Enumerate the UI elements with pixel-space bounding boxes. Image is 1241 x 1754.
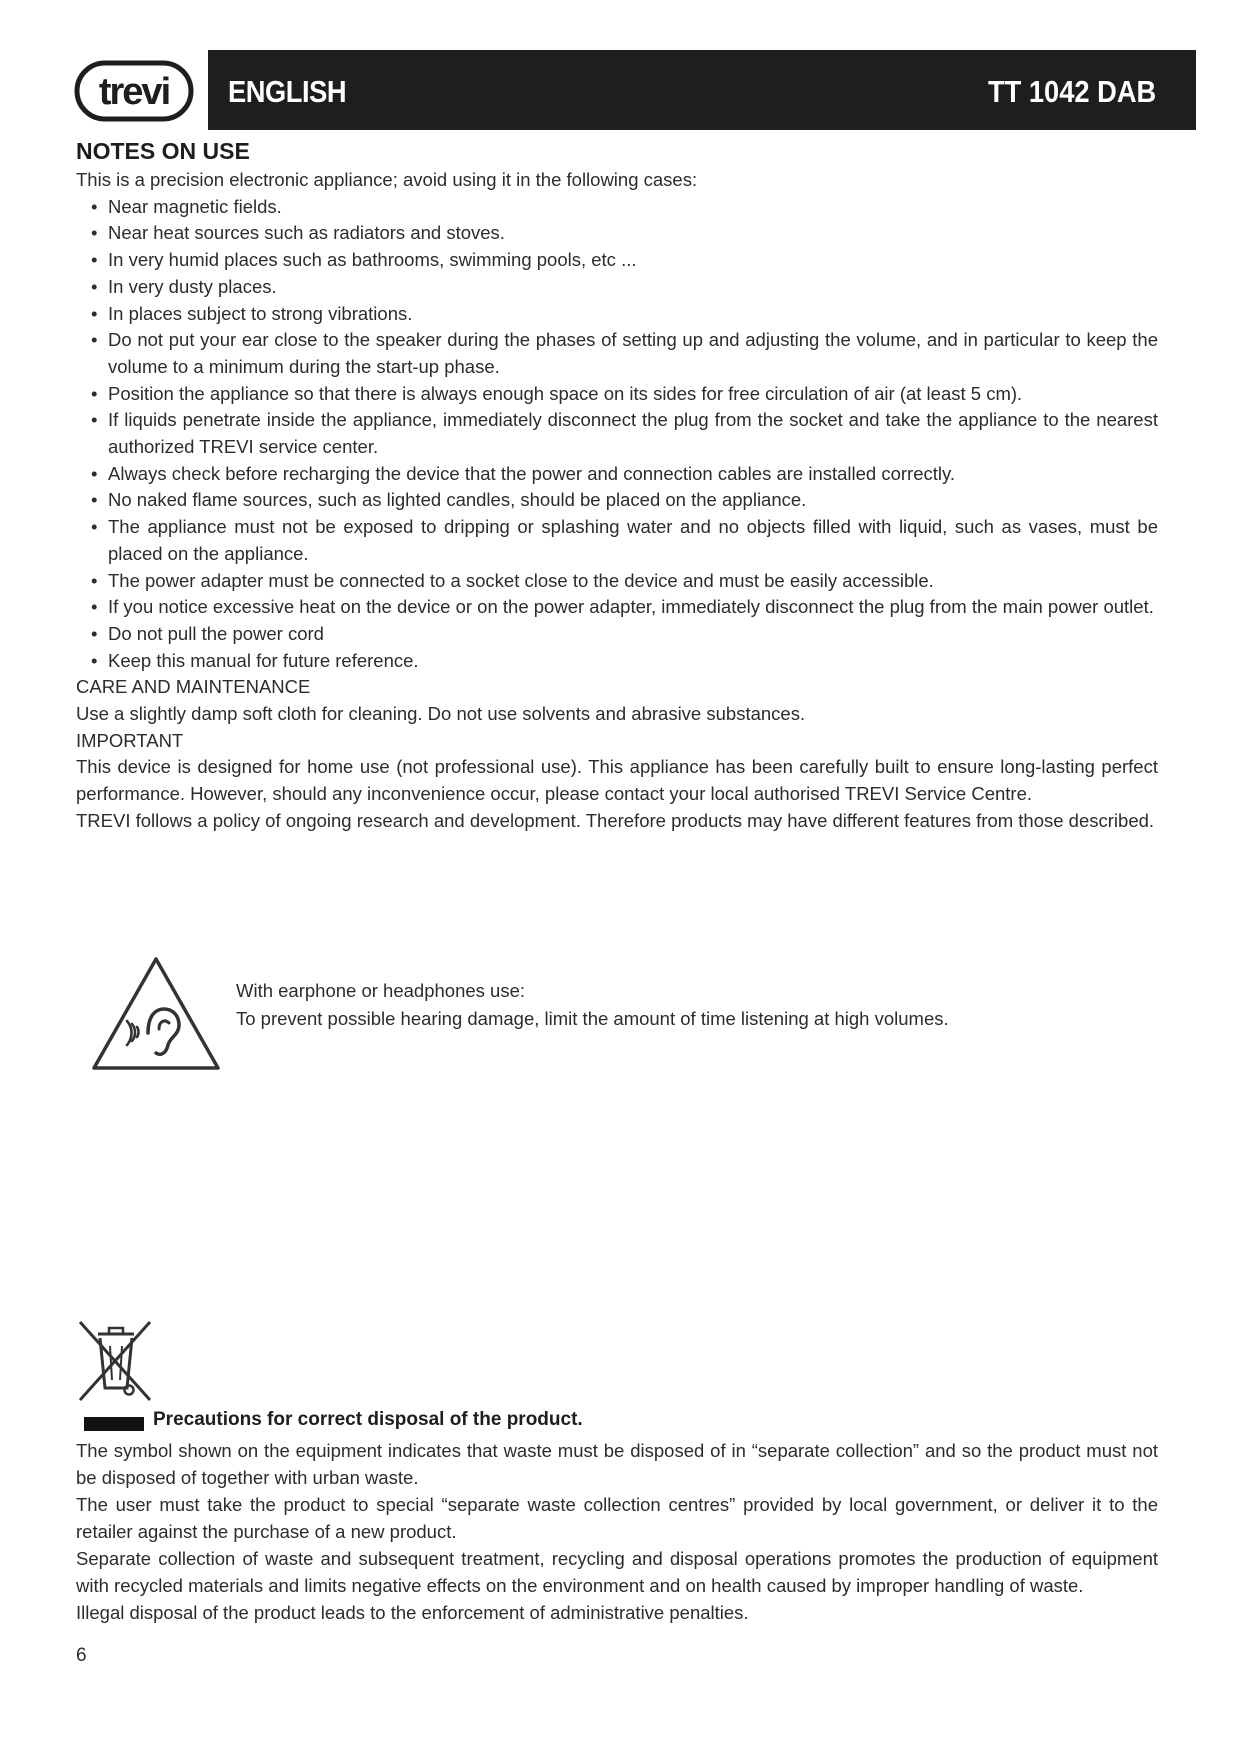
notes-title: NOTES ON USE <box>76 138 250 164</box>
notes-list-item: • The power adapter must be connected to a socket close to the device and must be easily accessible. <box>76 568 1158 595</box>
language-label: ENGLISH <box>228 74 347 109</box>
care-text: Use a slightly damp soft cloth for cleaning. Do not use solvents and abrasive substances. <box>76 703 806 725</box>
notes-list-item: • Near heat sources such as radiators and stoves. <box>76 220 1158 247</box>
notes-list-item: • In very humid places such as bathrooms, swimming pools, etc ... <box>76 247 1158 274</box>
notes-list-item: • Always check before recharging the device that the power and connection cables are installed correctly. <box>76 461 1158 488</box>
disposal-title: Precautions for correct disposal of the product. <box>153 1409 583 1430</box>
notes-list-item: • In places subject to strong vibrations. <box>76 301 1158 328</box>
notes-list-item: • Do not put your ear close to the speaker during the phases of setting up and adjusting the volume, and in particular to keep the volume to a minimum during the start-up phase. <box>76 327 1158 380</box>
notes-section <box>76 136 1158 835</box>
notes-intro: This is a precision electronic appliance; avoid using it in the following cases: <box>76 169 698 190</box>
hearing-warning-line2: To prevent possible hearing damage, limit the amount of time listening at high volumes. <box>236 1007 949 1029</box>
hearing-warning-text <box>236 977 1116 1032</box>
disposal-paragraph: Illegal disposal of the product leads to the enforcement of administrative penalties. <box>76 1602 749 1623</box>
notes-list-item: • If you notice excessive heat on the device or on the power adapter, immediately disconnect the plug from the main power outlet. <box>76 594 1158 621</box>
model-label: TT 1042 DAB <box>987 74 1156 109</box>
svg-text:trevi: trevi <box>98 71 170 113</box>
disposal-paragraph: Separate collection of waste and subsequent treatment, recycling and disposal operations promotes the production of equipment with recycled materials and limits negative effects on the environment and on health caused by improper handling of waste. <box>76 1548 1158 1596</box>
disposal-paragraph: The symbol shown on the equipment indicates that waste must be disposed of in “separate collection” and so the product must not be disposed of together with urban waste. <box>76 1440 1158 1488</box>
page-number: 6 <box>76 1645 87 1666</box>
notes-list-item: • No naked flame sources, such as lighted candles, should be placed on the appliance. <box>76 487 1158 514</box>
hearing-warning-icon <box>90 955 222 1073</box>
notes-list <box>76 194 1158 675</box>
notes-list-item: • The appliance must not be exposed to dripping or splashing water and no objects filled with liquid, such as vases, must be placed on the appliance. <box>76 514 1158 567</box>
trevi-logo <box>74 60 194 122</box>
header-bar <box>208 50 1196 130</box>
notes-list-item: • Position the appliance so that there is always enough space on its sides for free circulation of air (at least 5 cm). <box>76 381 1158 408</box>
important-text: This device is designed for home use (not professional use). This appliance has been carefully built to ensure long-lasting perfect performance. However, should any inconvenience occur, please contact your local authorised TREVI Service Centre. <box>76 756 1158 805</box>
notes-list-item: • If liquids penetrate inside the appliance, immediately disconnect the plug from the socket and take the appliance to the nearest authorized TREVI service center. <box>76 407 1158 460</box>
notes-list-item: • Near magnetic fields. <box>76 194 1158 221</box>
hearing-warning-line1: With earphone or headphones use: <box>236 980 526 1001</box>
disposal-section <box>76 1437 1158 1626</box>
notes-list-item: • Do not pull the power cord <box>76 621 1158 648</box>
disposal-paragraph: The user must take the product to special “separate waste collection centres” provided by local government, or deliver it to the retailer against the purchase of a new product. <box>76 1494 1158 1542</box>
crossed-bin-icon <box>76 1318 154 1404</box>
notes-list-item: • In very dusty places. <box>76 274 1158 301</box>
important-heading: IMPORTANT <box>76 729 184 751</box>
notes-list-item: • Keep this manual for future reference. <box>76 648 1158 675</box>
black-bar-mark <box>84 1417 144 1431</box>
care-heading: CARE AND MAINTENANCE <box>76 676 311 698</box>
policy-text: TREVI follows a policy of ongoing research and development. Therefore products may have different features from those described. <box>76 809 1155 831</box>
